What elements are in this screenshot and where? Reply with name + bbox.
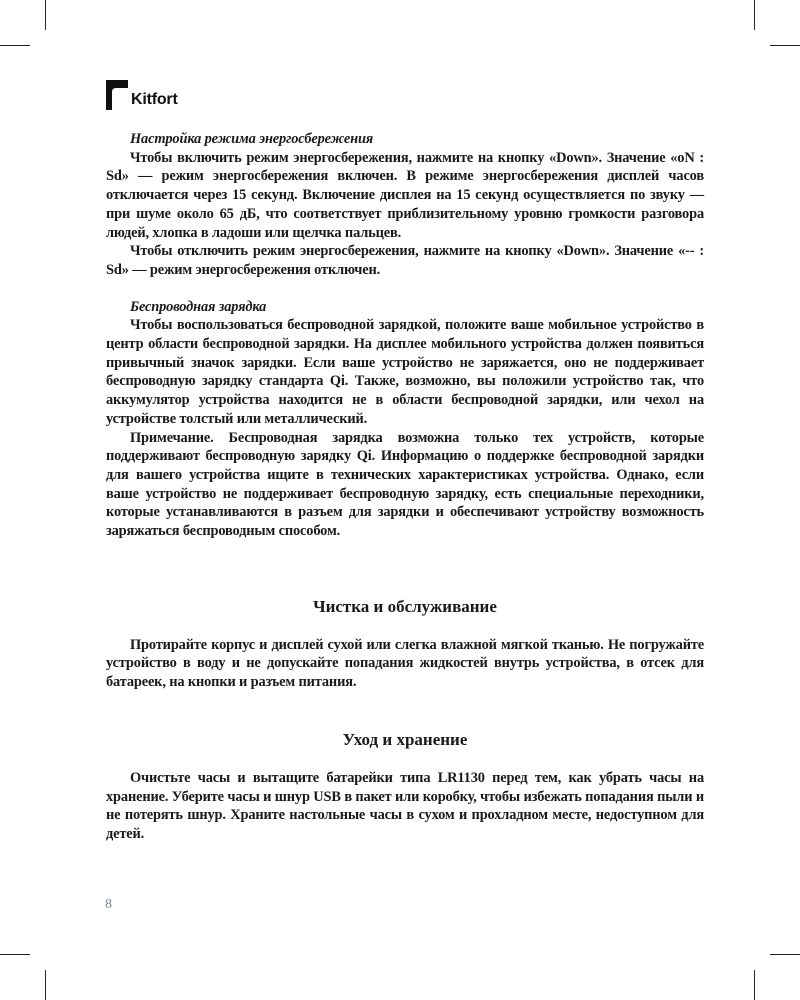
page-content — [106, 130, 704, 844]
brand-name: Kitfort — [131, 91, 178, 108]
kitfort-logo-icon — [106, 80, 128, 110]
power-saving-paragraph-1: Чтобы включить режим энергосбережения, нажмите на кнопку «Down». Значение «oN : Sd» — режим энергосбережения включен. В режиме энергосбережения дисплей часов отключается через 15 секунд. Включение дисплея на 15 секунд осуществляется по звуку — при шуме около 65 дБ, что соответствует приблизительному уровню громкости разговора людей, хлопка в ладоши или щелчка пальцев. — [106, 149, 704, 241]
storage-title: Уход и хранение — [342, 729, 468, 749]
crop-mark — [754, 970, 755, 1000]
crop-mark — [770, 954, 800, 955]
cleaning-title: Чистка и обслуживание — [313, 596, 497, 616]
cleaning-paragraph: Протирайте корпус и дисплей сухой или слегка влажной мягкой тканью. Не погружайте устройство в воду и не допускайте попадания жидкостей внутрь устройства, в отсек для батареек, на кнопки и разъем питания. — [106, 636, 704, 691]
crop-mark — [770, 45, 800, 46]
wireless-heading: Беспроводная зарядка — [130, 298, 267, 315]
note-text: Беспроводная зарядка возможна только тех устройств, которые поддерживают беспроводную зарядку Qi. Информацию о поддержке беспроводной зарядки для вашего устройства ищите в технических характеристиках устройства. Однако, если ваше устройство не поддерживает беспроводную зарядку, есть специальные переходники, которые устанавливаются в разъем для зарядки и обеспечивают устройству возможность заряжаться беспроводным способом. — [106, 429, 704, 540]
wireless-paragraph-1: Чтобы воспользоваться беспроводной зарядкой, положите ваше мобильное устройство в центр области беспроводной зарядки. На дисплее мобильного устройства должен появиться привычный значок зарядки. Если ваше устройство не заряжается, оно не поддерживает беспроводную зарядку стандарта Qi. Также, возможно, вы положили устройство так, что аккумулятор устройства находится не в области беспроводной зарядки, или чехол на устройстве толстый или металлический. — [106, 317, 704, 427]
wireless-note — [106, 429, 704, 541]
crop-mark — [0, 45, 30, 46]
crop-mark — [45, 0, 46, 30]
crop-mark — [45, 970, 46, 1000]
brand-logo — [106, 80, 178, 110]
crop-mark — [754, 0, 755, 30]
note-label: Примечание. — [130, 429, 214, 446]
power-saving-heading: Настройка режима энергосбережения — [130, 131, 374, 147]
storage-paragraph: Очистьте часы и вытащите батарейки типа LR1130 перед тем, как убрать часы на хранение. Уберите часы и шнур USB в пакет или коробку, чтобы избежать попадания пыли и не потерять шнур. Храните настольные часы в сухом и прохладном месте, недоступном для детей. — [106, 769, 704, 842]
crop-mark — [0, 954, 30, 955]
power-saving-paragraph-2: Чтобы отключить режим энергосбережения, нажмите на кнопку «Down». Значение «-- : Sd» — режим энергосбережения отключен. — [106, 243, 704, 278]
page-number: 8 — [105, 897, 112, 912]
